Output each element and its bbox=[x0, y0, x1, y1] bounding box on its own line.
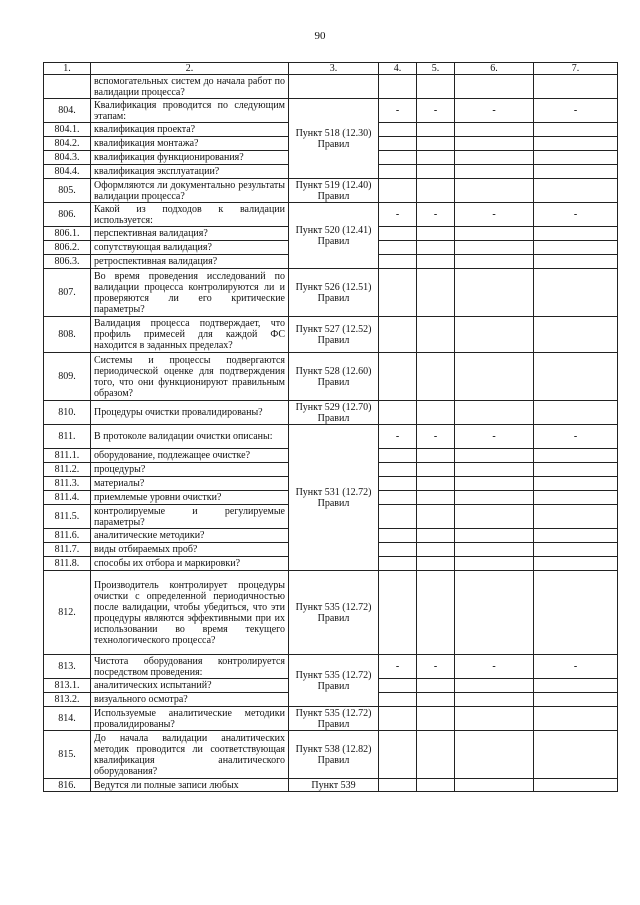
answer-cell[interactable] bbox=[379, 241, 417, 255]
dash-mark: - bbox=[433, 661, 438, 672]
dash-mark: - bbox=[492, 661, 496, 672]
item-number: 808. bbox=[44, 317, 91, 353]
answer-cell[interactable] bbox=[534, 529, 618, 543]
question-text: материалы? bbox=[91, 477, 289, 491]
answer-cell[interactable] bbox=[379, 655, 417, 679]
rule-reference: Пункт 535 (12.72) Правил bbox=[289, 707, 379, 731]
answer-cell[interactable] bbox=[534, 477, 618, 491]
question-text: способы их отбора и маркировки? bbox=[91, 557, 289, 571]
answer-cell[interactable] bbox=[534, 165, 618, 179]
column-header: 5. bbox=[417, 63, 455, 75]
question-text: контролируемые и регулируемые параметры? bbox=[91, 505, 289, 529]
answer-cell[interactable] bbox=[455, 241, 534, 255]
dash-mark: - bbox=[395, 431, 400, 442]
answer-cell[interactable] bbox=[379, 707, 417, 731]
item-number: 811.8. bbox=[44, 557, 91, 571]
answer-cell[interactable] bbox=[379, 779, 417, 792]
answer-cell[interactable] bbox=[417, 779, 455, 792]
dash-mark: - bbox=[395, 209, 400, 220]
item-number: 811. bbox=[44, 425, 91, 449]
answer-cell[interactable] bbox=[534, 463, 618, 477]
dash-mark: - bbox=[492, 105, 496, 116]
answer-cell[interactable] bbox=[417, 449, 455, 463]
answer-cell[interactable] bbox=[534, 571, 618, 655]
rule-reference: Пункт 520 (12.41) Правил bbox=[289, 203, 379, 269]
question-text: Производитель контролирует процедуры очистки с определенной периодичностью после валидации, чтобы убедиться, что эти процедуры являются эффективными при их использовании во время текущего технологического процесса? bbox=[91, 571, 289, 655]
answer-cell[interactable] bbox=[534, 679, 618, 693]
table-row bbox=[44, 75, 618, 99]
item-number: 804.2. bbox=[44, 137, 91, 151]
answer-cell[interactable] bbox=[417, 353, 455, 401]
answer-cell[interactable] bbox=[379, 317, 417, 353]
column-header: 6. bbox=[455, 63, 534, 75]
question-text: Квалификация проводится по следующим этапам: bbox=[91, 99, 289, 123]
dash-mark: - bbox=[573, 209, 578, 220]
answer-cell[interactable] bbox=[379, 151, 417, 165]
item-number: 804.4. bbox=[44, 165, 91, 179]
question-text: аналитических испытаний? bbox=[91, 679, 289, 693]
rule-reference: Пункт 528 (12.60) Правил bbox=[289, 353, 379, 401]
answer-cell[interactable] bbox=[417, 99, 455, 123]
column-header: 1. bbox=[44, 63, 91, 75]
rule-reference: Пункт 527 (12.52) Правил bbox=[289, 317, 379, 353]
answer-cell[interactable] bbox=[417, 491, 455, 505]
item-number: 815. bbox=[44, 731, 91, 779]
answer-cell[interactable] bbox=[534, 425, 618, 449]
rule-reference: Пункт 518 (12.30) Правил bbox=[289, 99, 379, 179]
answer-cell[interactable] bbox=[534, 75, 618, 99]
answer-cell[interactable] bbox=[455, 463, 534, 477]
item-number: 812. bbox=[44, 571, 91, 655]
answer-cell[interactable] bbox=[534, 241, 618, 255]
table-row bbox=[44, 707, 618, 731]
item-number: 806.3. bbox=[44, 255, 91, 269]
dash-mark: - bbox=[573, 661, 578, 672]
table-row bbox=[44, 353, 618, 401]
answer-cell[interactable] bbox=[455, 707, 534, 731]
answer-cell[interactable] bbox=[455, 99, 534, 123]
answer-cell[interactable] bbox=[417, 227, 455, 241]
answer-cell[interactable] bbox=[534, 99, 618, 123]
item-number: 807. bbox=[44, 269, 91, 317]
answer-cell[interactable] bbox=[534, 137, 618, 151]
item-number: 811.3. bbox=[44, 477, 91, 491]
answer-cell[interactable] bbox=[379, 255, 417, 269]
dash-mark: - bbox=[492, 431, 496, 442]
answer-cell[interactable] bbox=[379, 505, 417, 529]
question-text: До начала валидации аналитических методик проводится ли соответствующая квалификация аналитического оборудования? bbox=[91, 731, 289, 779]
question-text: Процедуры очистки провалидированы? bbox=[91, 401, 289, 425]
answer-cell[interactable] bbox=[379, 491, 417, 505]
answer-cell[interactable] bbox=[379, 543, 417, 557]
answer-cell[interactable] bbox=[417, 241, 455, 255]
question-text: Какой из подходов к валидации используется: bbox=[91, 203, 289, 227]
answer-cell[interactable] bbox=[455, 491, 534, 505]
dash-mark: - bbox=[395, 105, 400, 116]
answer-cell[interactable] bbox=[417, 505, 455, 529]
answer-cell[interactable] bbox=[455, 679, 534, 693]
table-row bbox=[44, 779, 618, 792]
answer-cell[interactable] bbox=[379, 269, 417, 317]
item-number: 811.5. bbox=[44, 505, 91, 529]
answer-cell[interactable] bbox=[455, 75, 534, 99]
answer-cell[interactable] bbox=[379, 137, 417, 151]
table-row bbox=[44, 179, 618, 203]
answer-cell[interactable] bbox=[455, 543, 534, 557]
rule-reference bbox=[289, 75, 379, 99]
answer-cell[interactable] bbox=[534, 655, 618, 679]
answer-cell[interactable] bbox=[417, 203, 455, 227]
answer-cell[interactable] bbox=[417, 269, 455, 317]
table-row bbox=[44, 731, 618, 779]
answer-cell[interactable] bbox=[417, 317, 455, 353]
question-text: квалификация монтажа? bbox=[91, 137, 289, 151]
answer-cell[interactable] bbox=[534, 449, 618, 463]
answer-cell[interactable] bbox=[417, 151, 455, 165]
answer-cell[interactable] bbox=[455, 779, 534, 792]
answer-cell[interactable] bbox=[534, 779, 618, 792]
question-text: приемлемые уровни очистки? bbox=[91, 491, 289, 505]
dash-mark: - bbox=[433, 105, 438, 116]
answer-cell[interactable] bbox=[534, 203, 618, 227]
rule-reference: Пункт 519 (12.40) Правил bbox=[289, 179, 379, 203]
answer-cell[interactable] bbox=[455, 425, 534, 449]
question-text: В протоколе валидации очистки описаны: bbox=[91, 425, 289, 449]
table-row bbox=[44, 571, 618, 655]
dash-mark: - bbox=[492, 209, 496, 220]
rule-reference: Пункт 531 (12.72) Правил bbox=[289, 425, 379, 571]
item-number: 813. bbox=[44, 655, 91, 679]
dash-mark: - bbox=[395, 661, 400, 672]
answer-cell[interactable] bbox=[379, 165, 417, 179]
question-text: Используемые аналитические методики провалидированы? bbox=[91, 707, 289, 731]
question-text: сопутствующая валидация? bbox=[91, 241, 289, 255]
rule-reference: Пункт 538 (12.82) Правил bbox=[289, 731, 379, 779]
answer-cell[interactable] bbox=[417, 179, 455, 203]
item-number: 810. bbox=[44, 401, 91, 425]
item-number: 811.4. bbox=[44, 491, 91, 505]
item-number: 806.2. bbox=[44, 241, 91, 255]
answer-cell[interactable] bbox=[379, 75, 417, 99]
column-header: 4. bbox=[379, 63, 417, 75]
answer-cell[interactable] bbox=[534, 505, 618, 529]
column-header: 2. bbox=[91, 63, 289, 75]
item-number: 813.1. bbox=[44, 679, 91, 693]
dash-mark: - bbox=[433, 209, 438, 220]
answer-cell[interactable] bbox=[534, 123, 618, 137]
item-number: 805. bbox=[44, 179, 91, 203]
answer-cell[interactable] bbox=[417, 165, 455, 179]
rule-reference: Пункт 535 (12.72) Правил bbox=[289, 655, 379, 707]
question-text: Во время проведения исследований по валидации процесса контролируются ли и проверяются ли его критические параметры? bbox=[91, 269, 289, 317]
answer-cell[interactable] bbox=[455, 449, 534, 463]
dash-mark: - bbox=[573, 105, 578, 116]
answer-cell[interactable] bbox=[379, 557, 417, 571]
item-number: 806.1. bbox=[44, 227, 91, 241]
answer-cell[interactable] bbox=[417, 571, 455, 655]
item-number: 804.1. bbox=[44, 123, 91, 137]
answer-cell[interactable] bbox=[534, 317, 618, 353]
answer-cell[interactable] bbox=[534, 179, 618, 203]
answer-cell[interactable] bbox=[379, 227, 417, 241]
answer-cell[interactable] bbox=[455, 137, 534, 151]
answer-cell[interactable] bbox=[534, 255, 618, 269]
question-text: оборудование, подлежащее очистке? bbox=[91, 449, 289, 463]
question-text: виды отбираемых проб? bbox=[91, 543, 289, 557]
answer-cell[interactable] bbox=[379, 449, 417, 463]
answer-cell[interactable] bbox=[417, 707, 455, 731]
answer-cell[interactable] bbox=[379, 679, 417, 693]
item-number: 804.3. bbox=[44, 151, 91, 165]
answer-cell[interactable] bbox=[534, 543, 618, 557]
answer-cell[interactable] bbox=[417, 529, 455, 543]
question-text: процедуры? bbox=[91, 463, 289, 477]
answer-cell[interactable] bbox=[417, 679, 455, 693]
answer-cell[interactable] bbox=[534, 401, 618, 425]
item-number: 811.1. bbox=[44, 449, 91, 463]
answer-cell[interactable] bbox=[379, 401, 417, 425]
item-number: 811.2. bbox=[44, 463, 91, 477]
answer-cell[interactable] bbox=[534, 557, 618, 571]
item-number: 804. bbox=[44, 99, 91, 123]
answer-cell[interactable] bbox=[534, 731, 618, 779]
answer-cell[interactable] bbox=[534, 227, 618, 241]
answer-cell[interactable] bbox=[379, 693, 417, 707]
item-number: 814. bbox=[44, 707, 91, 731]
answer-cell[interactable] bbox=[534, 269, 618, 317]
answer-cell[interactable] bbox=[455, 731, 534, 779]
answer-cell[interactable] bbox=[417, 693, 455, 707]
answer-cell[interactable] bbox=[379, 529, 417, 543]
answer-cell[interactable] bbox=[455, 269, 534, 317]
answer-cell[interactable] bbox=[455, 203, 534, 227]
question-text: Чистота оборудования контролируется посредством проведения: bbox=[91, 655, 289, 679]
answer-cell[interactable] bbox=[379, 571, 417, 655]
question-text: квалификация эксплуатации? bbox=[91, 165, 289, 179]
item-number: 806. bbox=[44, 203, 91, 227]
answer-cell[interactable] bbox=[417, 557, 455, 571]
answer-cell[interactable] bbox=[455, 557, 534, 571]
rule-reference: Пункт 535 (12.72) Правил bbox=[289, 571, 379, 655]
answer-cell[interactable] bbox=[534, 693, 618, 707]
item-number: 816. bbox=[44, 779, 91, 792]
question-text: Системы и процессы подвергаются периодической оценке для подтверждения того, что они функционируют правильным образом? bbox=[91, 353, 289, 401]
table-row bbox=[44, 269, 618, 317]
answer-cell[interactable] bbox=[417, 255, 455, 269]
answer-cell[interactable] bbox=[455, 477, 534, 491]
answer-cell[interactable] bbox=[379, 99, 417, 123]
answer-cell[interactable] bbox=[455, 353, 534, 401]
question-text: вспомогательных систем до начала работ по валидации процесса? bbox=[91, 75, 289, 99]
answer-cell[interactable] bbox=[379, 731, 417, 779]
question-text: Валидация процесса подтверждает, что профиль примесей для каждой ФС находится в заданных пределах? bbox=[91, 317, 289, 353]
answer-cell[interactable] bbox=[379, 463, 417, 477]
answer-cell[interactable] bbox=[455, 179, 534, 203]
item-number: 811.7. bbox=[44, 543, 91, 557]
rule-reference: Пункт 529 (12.70) Правил bbox=[289, 401, 379, 425]
answer-cell[interactable] bbox=[379, 179, 417, 203]
table-row bbox=[44, 401, 618, 425]
answer-cell[interactable] bbox=[455, 571, 534, 655]
answer-cell[interactable] bbox=[417, 655, 455, 679]
dash-mark: - bbox=[433, 431, 438, 442]
question-text: Оформляются ли документально результаты валидации процесса? bbox=[91, 179, 289, 203]
answer-cell[interactable] bbox=[379, 203, 417, 227]
answer-cell[interactable] bbox=[455, 227, 534, 241]
answer-cell[interactable] bbox=[455, 255, 534, 269]
answer-cell[interactable] bbox=[455, 529, 534, 543]
answer-cell[interactable] bbox=[534, 353, 618, 401]
question-text: квалификация функционирования? bbox=[91, 151, 289, 165]
answer-cell[interactable] bbox=[455, 505, 534, 529]
answer-cell[interactable] bbox=[534, 707, 618, 731]
dash-mark: - bbox=[573, 431, 578, 442]
page-number: 90 bbox=[314, 30, 326, 42]
question-text: квалификация проекта? bbox=[91, 123, 289, 137]
item-number: 811.6. bbox=[44, 529, 91, 543]
table-row bbox=[44, 203, 618, 227]
item-number: 813.2. bbox=[44, 693, 91, 707]
item-number: 809. bbox=[44, 353, 91, 401]
table-row bbox=[44, 425, 618, 449]
answer-cell[interactable] bbox=[455, 317, 534, 353]
answer-cell[interactable] bbox=[455, 655, 534, 679]
checklist-table bbox=[43, 62, 618, 792]
question-text: перспективная валидация? bbox=[91, 227, 289, 241]
answer-cell[interactable] bbox=[417, 137, 455, 151]
answer-cell[interactable] bbox=[379, 123, 417, 137]
question-text: Ведутся ли полные записи любых bbox=[91, 779, 289, 792]
answer-cell[interactable] bbox=[534, 491, 618, 505]
question-text: визуального осмотра? bbox=[91, 693, 289, 707]
header-row bbox=[44, 63, 618, 75]
item-number bbox=[44, 75, 91, 99]
question-text: аналитические методики? bbox=[91, 529, 289, 543]
answer-cell[interactable] bbox=[417, 425, 455, 449]
answer-cell[interactable] bbox=[417, 123, 455, 137]
answer-cell[interactable] bbox=[417, 731, 455, 779]
answer-cell[interactable] bbox=[417, 463, 455, 477]
answer-cell[interactable] bbox=[417, 75, 455, 99]
column-header: 7. bbox=[534, 63, 618, 75]
answer-cell[interactable] bbox=[379, 353, 417, 401]
answer-cell[interactable] bbox=[417, 401, 455, 425]
table-row bbox=[44, 99, 618, 123]
answer-cell[interactable] bbox=[417, 543, 455, 557]
answer-cell[interactable] bbox=[534, 151, 618, 165]
answer-cell[interactable] bbox=[455, 693, 534, 707]
answer-cell[interactable] bbox=[455, 123, 534, 137]
answer-cell[interactable] bbox=[455, 165, 534, 179]
question-text: ретроспективная валидация? bbox=[91, 255, 289, 269]
answer-cell[interactable] bbox=[417, 477, 455, 491]
rule-reference: Пункт 526 (12.51) Правил bbox=[289, 269, 379, 317]
answer-cell[interactable] bbox=[379, 477, 417, 491]
answer-cell[interactable] bbox=[455, 401, 534, 425]
rule-reference: Пункт 539 bbox=[289, 779, 379, 792]
table-row bbox=[44, 655, 618, 679]
column-header: 3. bbox=[289, 63, 379, 75]
table-row bbox=[44, 317, 618, 353]
answer-cell[interactable] bbox=[455, 151, 534, 165]
answer-cell[interactable] bbox=[379, 425, 417, 449]
